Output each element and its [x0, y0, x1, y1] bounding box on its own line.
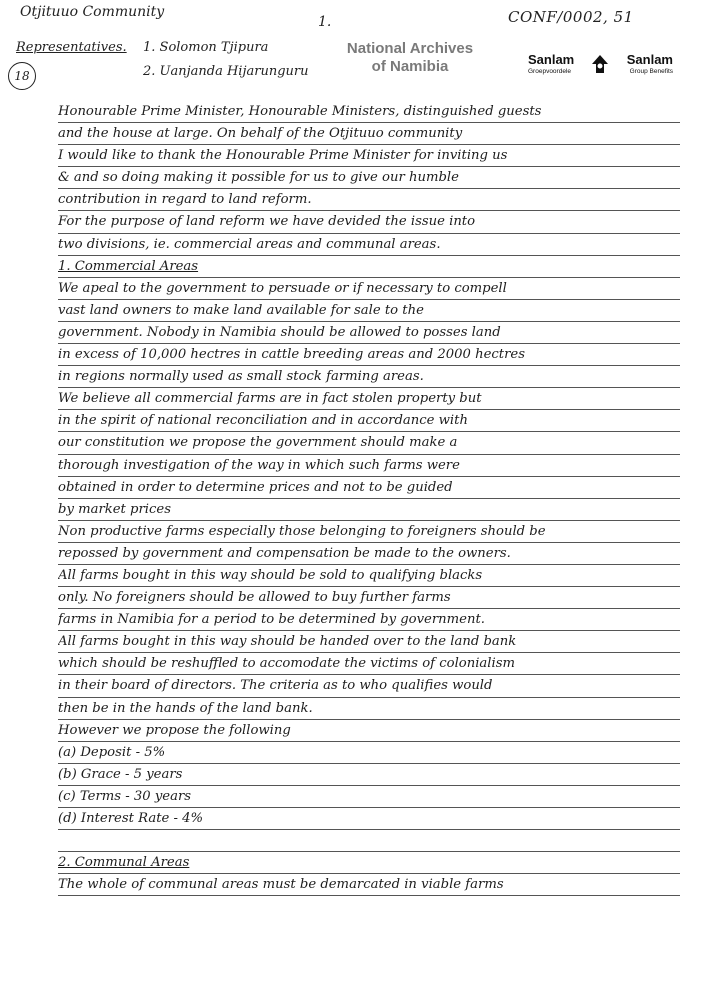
- text-line: [58, 234, 680, 256]
- archive-stamp-line: National Archives: [346, 40, 474, 57]
- section-heading: [58, 852, 680, 874]
- text-line: [58, 167, 680, 189]
- sanlam-right-name: Sanlam: [626, 52, 673, 67]
- line-text: & and so doing making it possible for us to give our humble: [58, 170, 459, 186]
- text-line: [58, 653, 680, 675]
- line-text: We apeal to the government to persuade or if necessary to compell: [58, 280, 507, 296]
- line-text: which should be reshuffled to accomodate the victims of colonialism: [58, 656, 516, 672]
- archive-reference: CONF/0002, 51: [508, 8, 634, 26]
- line-text: by market prices: [58, 501, 171, 517]
- line-text: We believe all commercial farms are in fact stolen property but: [58, 391, 482, 407]
- text-line: [58, 521, 680, 543]
- line-text: government. Nobody in Namibia should be allowed to posses land: [58, 324, 501, 340]
- line-text: obtained in order to determine prices and not to be guided: [58, 479, 453, 495]
- text-line: [58, 631, 680, 653]
- sanlam-left-subtitle: Groepvoordele: [528, 68, 571, 75]
- community-title: Otjituuo Community: [20, 4, 165, 20]
- line-text: our constitution we propose the government should make a: [58, 435, 458, 451]
- text-line: [58, 410, 680, 432]
- terms-item: [58, 742, 680, 764]
- text-line: [58, 874, 680, 896]
- representative-2: 2. Uanjanda Hijarunguru: [143, 64, 309, 79]
- ruled-text-body: [58, 101, 680, 896]
- line-text: (a) Deposit - 5%: [58, 744, 166, 760]
- line-text: Non productive farms especially those belonging to foreigners should be: [58, 523, 546, 539]
- text-line: [58, 477, 680, 499]
- line-text: I would like to thank the Honourable Prime Minister for inviting us: [58, 148, 508, 164]
- text-line: [58, 300, 680, 322]
- sanlam-letterhead: [528, 52, 673, 84]
- line-text: All farms bought in this way should be handed over to the land bank: [58, 634, 517, 650]
- sanlam-right-subtitle: Group Benefits: [629, 68, 673, 75]
- line-text: in regions normally used as small stock farming areas.: [58, 369, 424, 385]
- line-text: 2. Communal Areas: [58, 855, 190, 871]
- line-text: two divisions, ie. commercial areas and communal areas.: [58, 236, 441, 252]
- representative-1: 1. Solomon Tjipura: [143, 40, 269, 55]
- line-text: All farms bought in this way should be sold to qualifying blacks: [58, 567, 483, 583]
- archive-stamp-line: of Namibia: [371, 58, 449, 75]
- text-line: [58, 322, 680, 344]
- line-text: then be in the hands of the land bank.: [58, 700, 313, 716]
- text-line: [58, 543, 680, 565]
- terms-item: [58, 808, 680, 830]
- text-line: [58, 344, 680, 366]
- line-text: repossed by government and compensation be made to the owners.: [58, 545, 511, 561]
- text-line: [58, 499, 680, 521]
- line-text: The whole of communal areas must be demarcated in viable farms: [58, 877, 504, 893]
- terms-item: [58, 764, 680, 786]
- circled-number: 18: [8, 62, 36, 90]
- text-line: [58, 101, 680, 123]
- text-line: [58, 145, 680, 167]
- line-text: Honourable Prime Minister, Honourable Ministers, distinguished guests: [58, 104, 542, 119]
- line-text: For the purpose of land reform we have devided the issue into: [58, 214, 476, 230]
- text-line: [58, 587, 680, 609]
- sanlam-left-name: Sanlam: [528, 52, 575, 67]
- terms-item: [58, 786, 680, 808]
- line-text: thorough investigation of the way in which such farms were: [58, 457, 460, 473]
- line-text: (c) Terms - 30 years: [58, 788, 192, 804]
- line-text: vast land owners to make land available for sale to the: [58, 302, 424, 318]
- line-text: However we propose the following: [58, 722, 291, 738]
- line-text: (d) Interest Rate - 4%: [58, 811, 204, 826]
- blank-line: [58, 830, 680, 852]
- text-line: [58, 698, 680, 720]
- line-text: in their board of directors. The criteria as to who qualifies would: [58, 678, 493, 694]
- page-number: 1.: [318, 14, 332, 30]
- text-line: [58, 211, 680, 233]
- text-line: [58, 366, 680, 388]
- line-text: in excess of 10,000 hectres in cattle breeding areas and 2000 hectres: [58, 347, 525, 363]
- text-line: [58, 565, 680, 587]
- text-line: [58, 675, 680, 697]
- section-heading: [58, 256, 680, 278]
- text-line: [58, 720, 680, 742]
- text-line: [58, 123, 680, 145]
- text-line: [58, 432, 680, 454]
- sanlam-logo-icon: [588, 52, 612, 76]
- text-line: [58, 189, 680, 211]
- text-line: [58, 388, 680, 410]
- line-text: and the house at large. On behalf of the Otjituuo community: [58, 126, 463, 142]
- line-text: in the spirit of national reconciliation and in accordance with: [58, 413, 468, 429]
- line-text: only. No foreigners should be allowed to buy further farms: [58, 590, 451, 606]
- archive-stamp: [325, 40, 495, 76]
- text-line: [58, 278, 680, 300]
- line-text: contribution in regard to land reform.: [58, 192, 312, 208]
- text-line: [58, 455, 680, 477]
- line-text: 1. Commercial Areas: [58, 258, 199, 274]
- representatives-label: Representatives.: [16, 40, 127, 55]
- line-text: farms in Namibia for a period to be determined by government.: [58, 612, 485, 628]
- text-line: [58, 609, 680, 631]
- line-text: (b) Grace - 5 years: [58, 766, 183, 782]
